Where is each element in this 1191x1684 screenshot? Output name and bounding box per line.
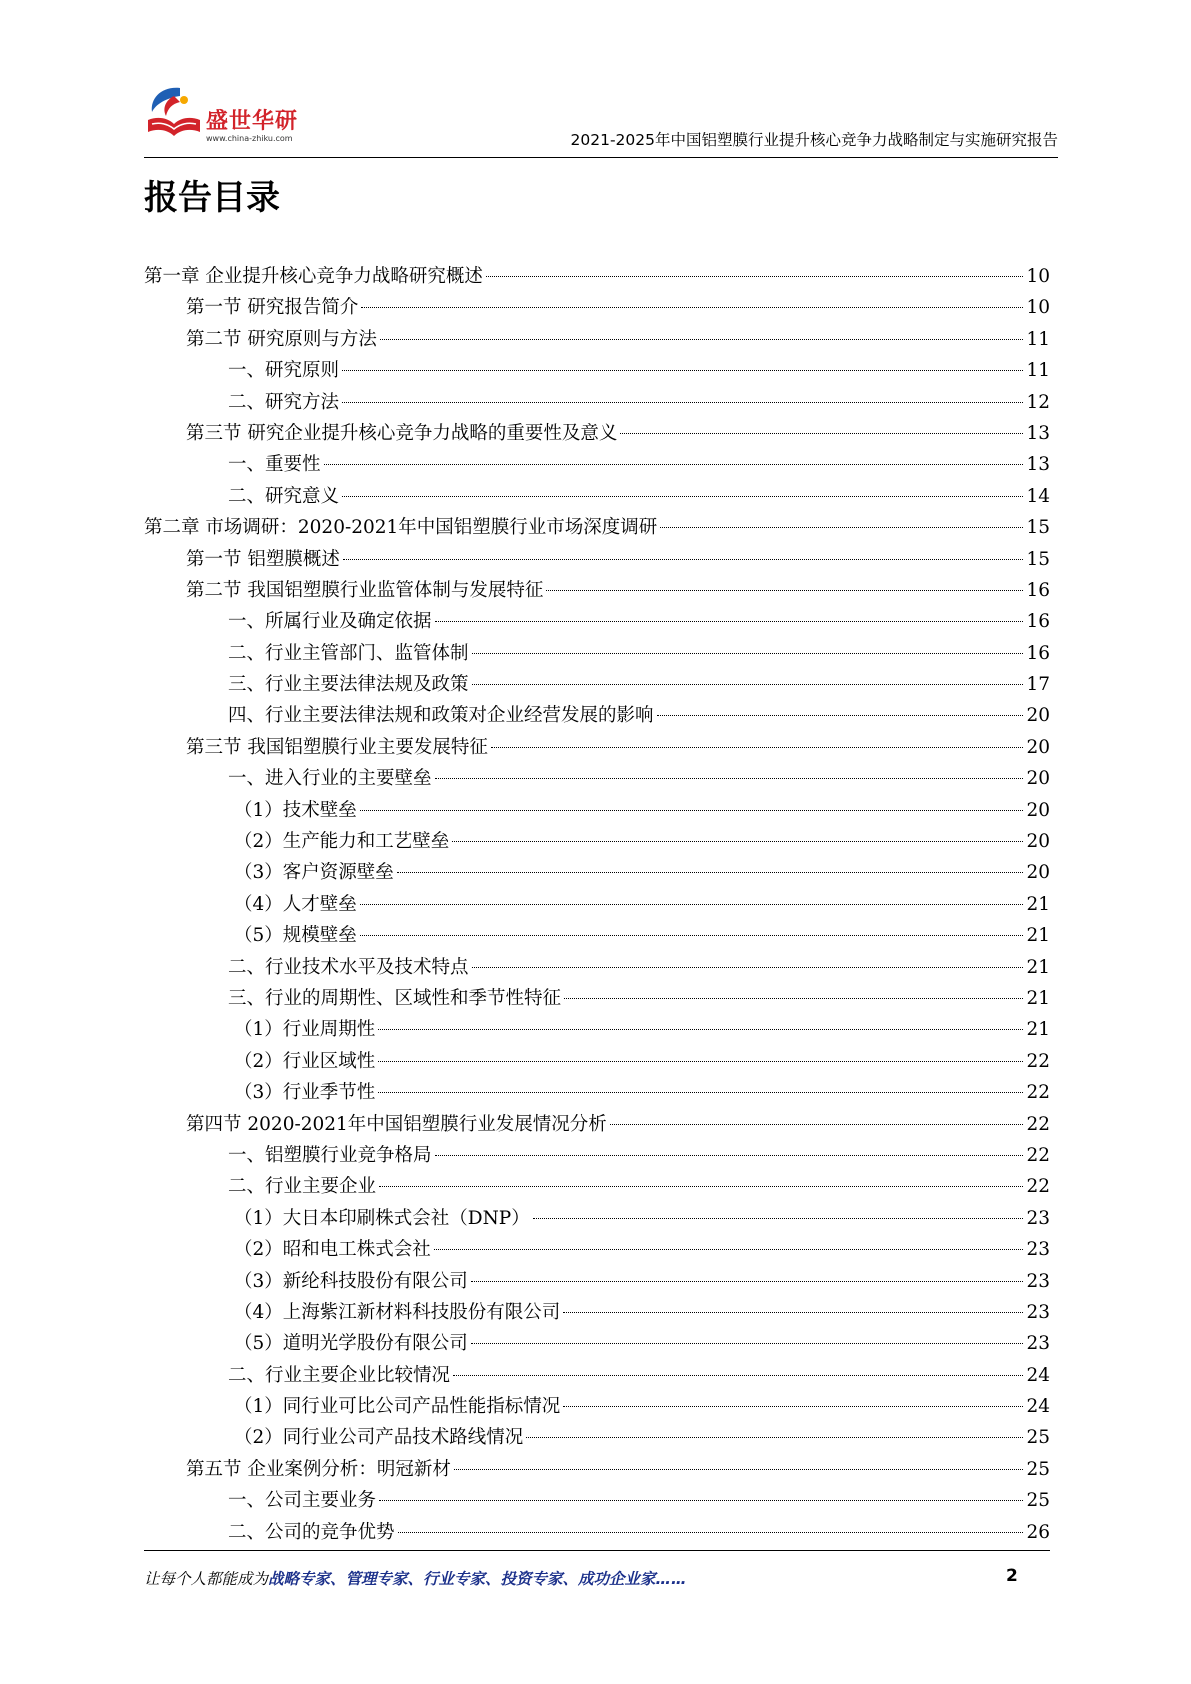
toc-entry-page: 26 <box>1026 1521 1050 1543</box>
toc-entry[interactable] <box>144 355 1050 386</box>
toc-entry[interactable] <box>144 920 1050 951</box>
toc-entry-page: 23 <box>1026 1207 1050 1229</box>
toc-entry[interactable] <box>144 324 1050 355</box>
toc-entry[interactable] <box>144 1297 1050 1328</box>
toc-entry[interactable] <box>144 1203 1050 1234</box>
toc-dot-leader <box>491 747 1024 748</box>
toc-entry[interactable] <box>144 826 1050 857</box>
toc-entry-page: 21 <box>1026 987 1050 1009</box>
toc-entry-page: 24 <box>1026 1364 1050 1386</box>
toc-entry-page: 20 <box>1026 705 1050 727</box>
toc-entry[interactable] <box>144 1360 1050 1391</box>
toc-dot-leader <box>486 276 1024 277</box>
toc-entry[interactable] <box>144 1391 1050 1422</box>
toc-entry-page: 20 <box>1026 862 1050 884</box>
toc-entry-page: 21 <box>1026 1019 1050 1041</box>
toc-entry-page: 23 <box>1026 1333 1050 1355</box>
toc-entry-label: 一、铝塑膜行业竞争格局 <box>228 1144 432 1166</box>
toc-entry-page: 13 <box>1026 422 1050 444</box>
toc-entry-page: 21 <box>1026 956 1050 978</box>
toc-entry-page: 25 <box>1026 1490 1050 1512</box>
toc-entry-page: 16 <box>1026 611 1050 633</box>
toc-dot-leader <box>563 1406 1023 1407</box>
toc-dot-leader <box>378 1092 1023 1093</box>
toc-entry-label: 第四节 2020-2021年中国铝塑膜行业发展情况分析 <box>186 1113 607 1135</box>
toc-dot-leader <box>526 1437 1023 1438</box>
toc-dot-leader <box>343 559 1024 560</box>
toc-entry-page: 17 <box>1026 674 1050 696</box>
toc-dot-leader <box>360 935 1024 936</box>
toc-dot-leader <box>610 1124 1024 1125</box>
toc-entry[interactable] <box>144 638 1050 669</box>
toc-entry-page: 25 <box>1026 1458 1050 1480</box>
toc-dot-leader <box>361 307 1023 308</box>
toc-entry[interactable] <box>144 763 1050 794</box>
toc-entry-label: 第一节 铝塑膜概述 <box>186 548 340 570</box>
toc-entry[interactable] <box>144 1485 1050 1516</box>
toc-dot-leader <box>546 590 1023 591</box>
toc-entry-label: （5）规模壁垒 <box>234 925 357 947</box>
toc-entry[interactable] <box>144 1077 1050 1108</box>
toc-entry-page: 14 <box>1026 485 1050 507</box>
toc-dot-leader <box>454 1469 1024 1470</box>
toc-entry-page: 21 <box>1026 893 1050 915</box>
toc-entry-page: 10 <box>1026 297 1050 319</box>
toc-entry-label: 第二节 研究原则与方法 <box>186 328 377 350</box>
toc-dot-leader <box>452 841 1023 842</box>
toc-entry-page: 10 <box>1026 266 1050 287</box>
toc-dot-leader <box>324 464 1024 465</box>
toc-entry-label: 一、公司主要业务 <box>228 1490 377 1512</box>
toc-entry[interactable] <box>144 449 1050 480</box>
toc-dot-leader <box>435 621 1024 622</box>
toc-entry-label: 三、行业主要法律法规及政策 <box>228 674 469 696</box>
toc-entry-page: 16 <box>1026 579 1050 601</box>
toc-entry[interactable] <box>144 512 1050 543</box>
toc-entry-page: 15 <box>1026 548 1050 570</box>
toc-entry-label: 二、行业主要企业比较情况 <box>228 1364 451 1386</box>
toc-entry-label: （3）新纶科技股份有限公司 <box>234 1270 468 1292</box>
toc-entry-page: 16 <box>1026 642 1050 664</box>
toc-dot-leader <box>379 1186 1023 1187</box>
report-title: 2021-2025年中国铝塑膜行业提升核心竞争力战略制定与实施研究报告 <box>570 131 1058 149</box>
toc-entry[interactable] <box>144 606 1050 637</box>
slogan-prefix: 让每个人都能成为 <box>144 1570 269 1588</box>
toc-entry-page: 12 <box>1026 391 1050 413</box>
logo-book-icon <box>144 82 204 146</box>
toc-dot-leader <box>434 1249 1024 1250</box>
toc-entry-label: （1）行业周期性 <box>234 1019 376 1041</box>
toc-dot-leader <box>435 778 1024 779</box>
toc-dot-leader <box>453 1375 1023 1376</box>
toc-entry-page: 15 <box>1026 517 1050 539</box>
logo-url: www.china-zhiku.com <box>206 134 293 143</box>
toc-entry[interactable] <box>144 1266 1050 1297</box>
toc-dot-leader <box>435 1155 1024 1156</box>
toc-entry-label: 一、所属行业及确定依据 <box>228 611 432 633</box>
toc-entry-page: 20 <box>1026 831 1050 853</box>
footer-divider <box>144 1550 1050 1551</box>
toc-entry[interactable] <box>144 1328 1050 1359</box>
toc-entry-label: 四、行业主要法律法规和政策对企业经营发展的影响 <box>228 705 654 727</box>
toc-entry[interactable] <box>144 857 1050 888</box>
toc-dot-leader <box>563 1312 1023 1313</box>
page-number: 2 <box>1006 1566 1018 1586</box>
company-logo <box>144 82 324 146</box>
toc-entry-label: 一、进入行业的主要壁垒 <box>228 768 432 790</box>
toc-entry-label: （1）大日本印刷株式会社（DNP） <box>234 1207 530 1229</box>
toc-entry-page: 22 <box>1026 1176 1050 1198</box>
toc-dot-leader <box>360 810 1024 811</box>
toc-entry-label: 第一节 研究报告简介 <box>186 297 359 319</box>
toc-entry[interactable] <box>144 669 1050 700</box>
toc-dot-leader <box>620 433 1023 434</box>
toc-entry[interactable] <box>144 481 1050 512</box>
toc-entry-label: （5）道明光学股份有限公司 <box>234 1333 468 1355</box>
toc-entry-label: 二、行业技术水平及技术特点 <box>228 956 469 978</box>
toc-entry-page: 23 <box>1026 1301 1050 1323</box>
toc-entry-label: （3）行业季节性 <box>234 1082 376 1104</box>
toc-entry[interactable] <box>144 700 1050 731</box>
toc-entry[interactable] <box>144 1234 1050 1265</box>
toc-entry-page: 22 <box>1026 1050 1050 1072</box>
toc-entry-label: （4）人才壁垒 <box>234 893 357 915</box>
toc-dot-leader <box>342 370 1023 371</box>
toc-entry-page: 22 <box>1026 1144 1050 1166</box>
toc-dot-leader <box>471 1281 1024 1282</box>
toc-entry[interactable] <box>144 1422 1050 1453</box>
footer-slogan <box>144 1567 687 1589</box>
toc-entry-label: （2）生产能力和工艺壁垒 <box>234 831 450 853</box>
toc-entry[interactable] <box>144 1014 1050 1045</box>
toc-entry-label: 二、公司的竞争优势 <box>228 1521 395 1543</box>
toc-entry-label: （2）昭和电工株式会社 <box>234 1239 431 1261</box>
toc-entry[interactable] <box>144 732 1050 763</box>
toc-entry[interactable] <box>144 1454 1050 1485</box>
toc-entry-label: 二、研究方法 <box>228 391 340 413</box>
toc-entry[interactable] <box>144 1046 1050 1077</box>
toc-entry-label: 第二节 我国铝塑膜行业监管体制与发展特征 <box>186 579 544 601</box>
toc-dot-leader <box>472 684 1024 685</box>
toc-entry-label: （2）行业区域性 <box>234 1050 376 1072</box>
toc-dot-leader <box>564 998 1023 999</box>
toc-dot-leader <box>378 1061 1023 1062</box>
toc-entry-page: 11 <box>1026 360 1050 382</box>
toc-entry-page: 22 <box>1026 1113 1050 1135</box>
toc-entry[interactable] <box>144 1517 1050 1548</box>
toc-dot-leader <box>342 402 1023 403</box>
toc-dot-leader <box>397 872 1024 873</box>
toc-dot-leader <box>533 1218 1024 1219</box>
toc-entry-label: 第三节 研究企业提升核心竞争力战略的重要性及意义 <box>186 422 618 444</box>
toc-dot-leader <box>380 339 1024 340</box>
toc-dot-leader <box>472 653 1024 654</box>
toc-entry-label: 二、行业主要企业 <box>228 1176 377 1198</box>
logo-name: 盛世华研 <box>206 109 299 134</box>
toc-entry-label: 二、行业主管部门、监管体制 <box>228 642 469 664</box>
toc-entry[interactable] <box>144 261 1050 292</box>
toc-entry-label: （3）客户资源壁垒 <box>234 862 394 884</box>
toc-dot-leader <box>657 715 1024 716</box>
toc-entry[interactable] <box>144 387 1050 418</box>
toc-entry-page: 20 <box>1026 736 1050 758</box>
toc-entry-label: （1）同行业可比公司产品性能指标情况 <box>234 1396 561 1418</box>
page-header <box>144 78 1058 156</box>
toc-entry-label: 一、研究原则 <box>228 360 340 382</box>
toc-dot-leader <box>378 1029 1023 1030</box>
toc-dot-leader <box>471 1343 1024 1344</box>
toc-entry[interactable] <box>144 952 1050 983</box>
toc-entry-label: 第五节 企业案例分析：明冠新材 <box>186 1458 451 1480</box>
toc-entry-page: 11 <box>1026 328 1050 350</box>
toc-dot-leader <box>472 967 1024 968</box>
slogan-highlight: 战略专家、管理专家、行业专家、投资专家、成功企业家…… <box>268 1570 687 1588</box>
toc-entry-label: （2）同行业公司产品技术路线情况 <box>234 1427 524 1449</box>
toc-dot-leader <box>398 1532 1024 1533</box>
toc-entry[interactable] <box>144 544 1050 575</box>
toc-entry-label: 一、重要性 <box>228 454 321 476</box>
toc-entry[interactable] <box>144 418 1050 449</box>
toc-entry[interactable] <box>144 292 1050 323</box>
toc-dot-leader <box>342 496 1023 497</box>
toc-entry-label: （1）技术壁垒 <box>234 799 357 821</box>
toc-entry-label: 三、行业的周期性、区域性和季节性特征 <box>228 987 562 1009</box>
table-of-contents <box>144 261 1050 1548</box>
toc-dot-leader <box>660 527 1023 528</box>
toc-entry-page: 25 <box>1026 1427 1050 1449</box>
toc-dot-leader <box>360 904 1024 905</box>
header-divider <box>144 157 1058 158</box>
toc-entry-page: 20 <box>1026 799 1050 821</box>
page-title: 报告目录 <box>144 178 280 218</box>
toc-entry[interactable] <box>144 983 1050 1014</box>
toc-entry-page: 20 <box>1026 768 1050 790</box>
toc-entry-page: 21 <box>1026 925 1050 947</box>
toc-entry-page: 22 <box>1026 1082 1050 1104</box>
toc-entry[interactable] <box>144 1171 1050 1202</box>
toc-entry-page: 23 <box>1026 1239 1050 1261</box>
toc-entry-page: 23 <box>1026 1270 1050 1292</box>
toc-entry-label: 第三节 我国铝塑膜行业主要发展特征 <box>186 736 488 758</box>
toc-entry-page: 24 <box>1026 1396 1050 1418</box>
toc-entry-label: 二、研究意义 <box>228 485 340 507</box>
toc-entry-label: 第二章 市场调研：2020-2021年中国铝塑膜行业市场深度调研 <box>144 517 658 539</box>
toc-entry[interactable] <box>144 1140 1050 1171</box>
toc-dot-leader <box>379 1500 1023 1501</box>
toc-entry[interactable] <box>144 1109 1050 1140</box>
toc-entry[interactable] <box>144 575 1050 606</box>
toc-entry-page: 13 <box>1026 454 1050 476</box>
toc-entry[interactable] <box>144 889 1050 920</box>
toc-entry[interactable] <box>144 795 1050 826</box>
toc-entry-label: 第一章 企业提升核心竞争力战略研究概述 <box>144 266 483 287</box>
toc-entry-label: （4）上海紫江新材料科技股份有限公司 <box>234 1301 561 1323</box>
